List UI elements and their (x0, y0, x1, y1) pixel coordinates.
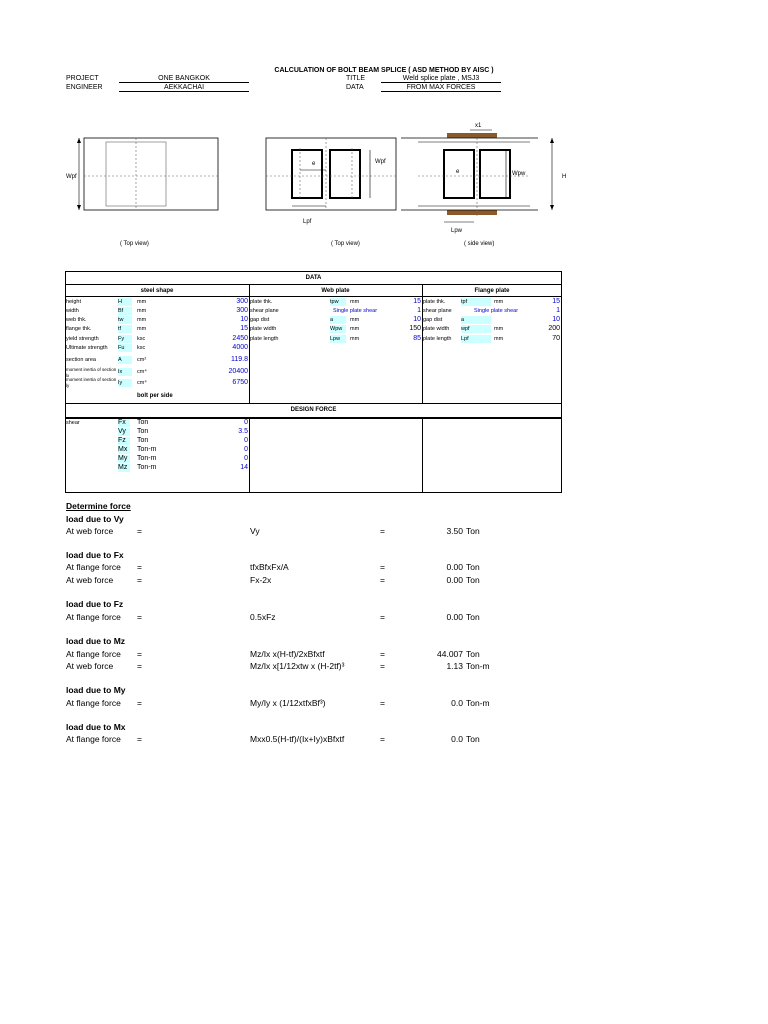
top-view-1 (77, 138, 218, 210)
shear-label: shear (66, 420, 80, 426)
engineer-label: ENGINEER (66, 84, 103, 91)
top-view-2 (266, 138, 396, 210)
wpf-label-2: Wpf (375, 159, 386, 165)
wpf-label-1: Wpf (66, 174, 77, 180)
steel-row: height (66, 299, 81, 305)
design-force-title: DESIGN FORCE (290, 407, 337, 413)
page-title: CALCULATION OF BOLT BEAM SPLICE ( ASD METHOD BY AISC ) (274, 67, 494, 74)
top-view-caption-1: ( Top view) (120, 241, 149, 247)
flange-plate-header: Flange plate (474, 288, 510, 294)
title-value: Weld splice plate , MSJ3 (381, 75, 501, 83)
web-plate-header: Web plate (321, 288, 350, 294)
steel-shape-header: steel shape (140, 288, 174, 294)
top-view-caption-2: ( Top view) (331, 241, 360, 247)
data-value: FROM MAX FORCES (381, 84, 501, 92)
wpw-label: Wpw (512, 171, 526, 177)
bolt-per-side: bolt per side (137, 393, 173, 399)
project-value: ONE BANGKOK (119, 75, 249, 83)
splice-drawings (0, 0, 768, 260)
lpw-label: Lpw (451, 228, 463, 234)
x1-label: x1 (475, 123, 482, 129)
data-label: DATA (346, 84, 364, 91)
e-label-2: e (456, 169, 460, 175)
h-label: H (562, 174, 567, 180)
side-view-caption: ( side view) (464, 241, 495, 247)
e-label-1: e (312, 161, 316, 167)
side-view (401, 130, 554, 222)
project-label: PROJECT (66, 75, 99, 82)
determine-force-heading: Determine force (66, 501, 131, 511)
lpf-label: Lpf (303, 219, 312, 225)
title-label: TITLE (346, 75, 366, 82)
engineer-value: AEKKACHAI (119, 84, 249, 92)
data-table-title: DATA (305, 275, 322, 281)
